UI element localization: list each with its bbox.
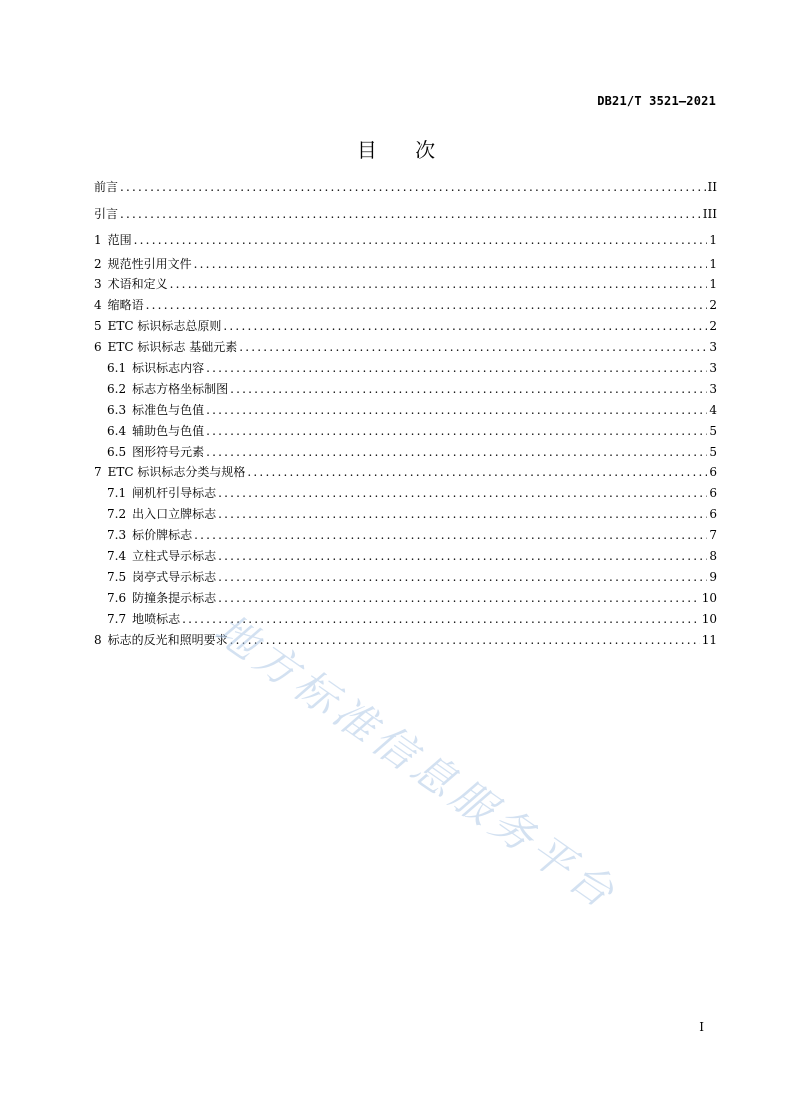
toc-entry-page: 2 bbox=[709, 298, 717, 313]
toc-entry-page: 2 bbox=[709, 319, 717, 334]
toc-entry-number: 3 bbox=[94, 277, 102, 292]
toc-entry-number: 1 bbox=[94, 233, 102, 247]
toc-entry-number: 6 bbox=[94, 340, 102, 355]
toc-entry-number: 2 bbox=[94, 256, 102, 271]
toc-leader-dots bbox=[170, 274, 708, 295]
toc-entry-title: 缩略语 bbox=[107, 298, 144, 313]
toc-entry-7-6[interactable] bbox=[94, 588, 717, 609]
toc-entry-page: 9 bbox=[709, 569, 717, 584]
toc-entry-7-3[interactable] bbox=[94, 525, 717, 546]
toc-entry-number: 7.5 bbox=[107, 569, 127, 584]
toc-entry-6-3[interactable] bbox=[94, 400, 717, 421]
toc-leader-dots bbox=[218, 567, 707, 588]
toc-leader-dots bbox=[239, 337, 707, 358]
toc-entry-page: 1 bbox=[709, 233, 717, 247]
toc-entry-page: 1 bbox=[709, 256, 717, 271]
toc-entry-6-5[interactable] bbox=[94, 442, 717, 463]
toc-entry-number: 4 bbox=[94, 298, 102, 313]
toc-entry-page: 6 bbox=[709, 465, 717, 480]
toc-leader-dots bbox=[146, 295, 708, 316]
toc-entry-number: 6.3 bbox=[107, 402, 127, 417]
toc-entry-title: 辅助色与色值 bbox=[132, 423, 205, 438]
toc-leader-dots bbox=[218, 504, 707, 525]
toc-entry-foreword[interactable] bbox=[94, 174, 717, 201]
toc-entry-7-1[interactable] bbox=[94, 483, 717, 504]
toc-entry-number: 7.4 bbox=[107, 548, 127, 563]
toc-entry-page: 3 bbox=[709, 360, 717, 375]
toc-entry-number: 7.7 bbox=[107, 611, 127, 626]
toc-leader-dots bbox=[120, 201, 701, 228]
toc-entry-page: 1 bbox=[709, 277, 717, 292]
toc-entry-page: 5 bbox=[709, 423, 717, 438]
toc-title: 目 次 bbox=[356, 138, 452, 162]
toc-leader-dots bbox=[218, 546, 707, 567]
toc-leader-dots bbox=[134, 227, 708, 254]
toc-leader-dots bbox=[206, 358, 707, 379]
toc-leader-dots bbox=[182, 609, 700, 630]
toc-entry-title: ETC 标识标志分类与规格 bbox=[107, 465, 246, 480]
page-number: I bbox=[699, 1020, 704, 1034]
toc-entry-3[interactable] bbox=[94, 274, 717, 295]
toc-entry-page: 3 bbox=[709, 381, 717, 396]
standard-code: DB21/T 3521—2021 bbox=[597, 94, 716, 108]
toc-entry-number: 7.1 bbox=[107, 486, 127, 501]
toc-entry-page: 6 bbox=[709, 486, 717, 501]
toc-entry-6-2[interactable] bbox=[94, 379, 717, 400]
toc-entry-title: ETC 标识标志 基础元素 bbox=[107, 340, 238, 355]
toc-leader-dots bbox=[194, 254, 708, 275]
toc-entry-title: 标价牌标志 bbox=[132, 528, 193, 543]
toc-entry-page: II bbox=[707, 180, 717, 194]
toc-entry-page: 10 bbox=[701, 590, 717, 605]
toc-entry-page: 7 bbox=[709, 528, 717, 543]
toc-leader-dots bbox=[223, 316, 707, 337]
toc-leader-dots bbox=[230, 630, 700, 651]
toc-entry-6-1[interactable] bbox=[94, 358, 717, 379]
toc-entry-6[interactable] bbox=[94, 337, 717, 358]
toc-entry-number: 6.2 bbox=[107, 381, 127, 396]
toc-entry-title: ETC 标识标志总原则 bbox=[107, 319, 222, 334]
toc-leader-dots bbox=[194, 525, 707, 546]
toc-entry-title: 岗亭式导示标志 bbox=[132, 569, 217, 584]
toc-entry-title: 标准色与色值 bbox=[132, 402, 205, 417]
toc-entry-number: 7.6 bbox=[107, 590, 127, 605]
toc-entry-page: 3 bbox=[709, 340, 717, 355]
toc-entry-title: 范围 bbox=[107, 233, 132, 247]
toc-entry-6-4[interactable] bbox=[94, 421, 717, 442]
toc-entry-number: 6.4 bbox=[107, 423, 127, 438]
toc-entry-7[interactable] bbox=[94, 462, 717, 483]
toc-entry-page: III bbox=[702, 206, 717, 221]
toc-entry-number: 5 bbox=[94, 319, 102, 334]
toc-entry-page: 5 bbox=[709, 444, 717, 459]
toc-entry-title: 闸机杆引导标志 bbox=[132, 486, 217, 501]
toc-entry-title: 术语和定义 bbox=[107, 277, 168, 292]
toc-entry-title: 地喷标志 bbox=[132, 611, 181, 626]
toc-leader-dots bbox=[230, 379, 707, 400]
toc-leader-dots bbox=[206, 421, 707, 442]
toc-entry-number: 7.3 bbox=[107, 528, 127, 543]
toc-entry-number: 7.2 bbox=[107, 507, 127, 522]
toc-entry-number: 7 bbox=[94, 465, 102, 480]
toc-entry-5[interactable] bbox=[94, 316, 717, 337]
toc-entry-introduction[interactable] bbox=[94, 201, 717, 228]
toc-leader-dots bbox=[218, 588, 700, 609]
toc-entry-7-7[interactable] bbox=[94, 609, 717, 630]
toc-entry-title: 标识标志内容 bbox=[132, 360, 205, 375]
toc-entry-page: 4 bbox=[709, 402, 717, 417]
toc-entry-7-5[interactable] bbox=[94, 567, 717, 588]
toc-entry-page: 10 bbox=[701, 611, 717, 626]
toc-entry-title: 防撞条提示标志 bbox=[132, 590, 217, 605]
toc-entry-title: 引言 bbox=[94, 206, 119, 221]
toc-entry-2[interactable] bbox=[94, 254, 717, 275]
toc-entry-number: 8 bbox=[94, 632, 102, 647]
toc-entry-number: 6.5 bbox=[107, 444, 127, 459]
toc-entry-number: 6.1 bbox=[107, 360, 127, 375]
toc-entry-page: 8 bbox=[709, 548, 717, 563]
toc-entry-title: 图形符号元素 bbox=[132, 444, 205, 459]
toc-entry-1[interactable] bbox=[94, 227, 717, 254]
toc-entry-4[interactable] bbox=[94, 295, 717, 316]
toc-entry-title: 规范性引用文件 bbox=[107, 256, 192, 271]
toc-entry-page: 6 bbox=[709, 507, 717, 522]
toc-leader-dots bbox=[206, 442, 707, 463]
table-of-contents bbox=[94, 174, 717, 650]
toc-leader-dots bbox=[120, 174, 706, 201]
toc-leader-dots bbox=[206, 400, 707, 421]
toc-entry-8[interactable] bbox=[94, 630, 717, 651]
toc-entry-title: 前言 bbox=[94, 180, 119, 194]
watermark: 地方标准信息服务平台 bbox=[205, 604, 628, 920]
toc-leader-dots bbox=[218, 483, 707, 504]
toc-entry-7-4[interactable] bbox=[94, 546, 717, 567]
toc-entry-title: 立柱式导示标志 bbox=[132, 548, 217, 563]
toc-entry-7-2[interactable] bbox=[94, 504, 717, 525]
toc-leader-dots bbox=[247, 462, 707, 483]
toc-entry-title: 出入口立牌标志 bbox=[132, 507, 217, 522]
toc-entry-title: 标志的反光和照明要求 bbox=[107, 632, 228, 647]
toc-entry-page: 11 bbox=[701, 632, 717, 647]
toc-entry-title: 标志方格坐标制图 bbox=[132, 381, 229, 396]
